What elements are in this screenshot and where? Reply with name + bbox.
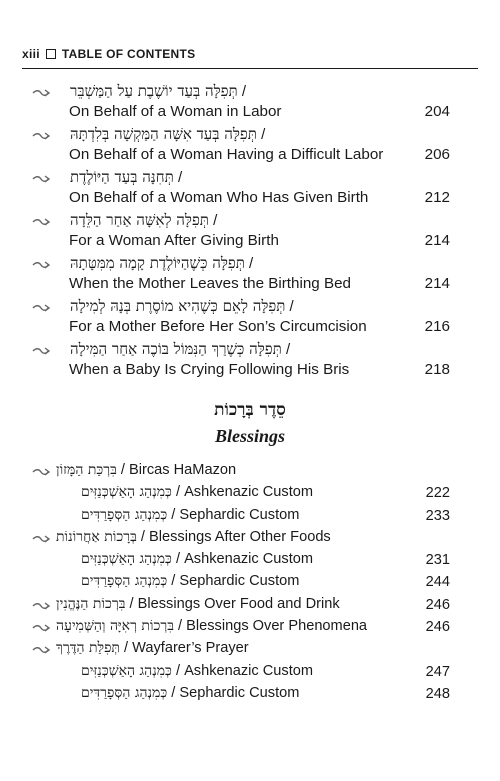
slash-separator: / <box>285 298 294 315</box>
entry-page-number: 246 <box>425 596 450 613</box>
entry-english-title: Wayfarer’s Prayer <box>132 640 249 657</box>
slash-separator: / <box>237 83 247 100</box>
slash-separator: / <box>281 341 291 358</box>
entry-page-number: 218 <box>424 361 450 378</box>
decorative-arrow-icon <box>32 173 52 185</box>
running-header <box>22 47 478 61</box>
entry-hebrew-title: כְּמִנְהַג הָאַשְׁכְּנַזִּים <box>81 551 172 568</box>
entry-page-number: 231 <box>425 552 450 569</box>
slash-separator: / <box>116 462 130 478</box>
entry-english-title: When a Baby Is Crying Following His Bris <box>69 361 350 378</box>
entry-page-number: 206 <box>424 146 450 163</box>
decorative-arrow-icon <box>32 600 52 612</box>
square-separator-icon <box>46 49 56 59</box>
toc-entry[interactable] <box>32 462 450 484</box>
toc-entry[interactable] <box>32 529 450 551</box>
slash-separator: / <box>171 484 185 501</box>
entry-english-title: On Behalf of a Woman Who Has Given Birth <box>69 189 369 206</box>
decorative-arrow-icon <box>32 87 52 99</box>
slash-separator: / <box>136 528 150 545</box>
slash-separator: / <box>208 212 218 229</box>
decorative-arrow-icon <box>32 644 52 656</box>
toc-entry[interactable] <box>32 170 450 213</box>
entry-english-title: When the Mother Leaves the Birthing Bed <box>69 275 351 292</box>
entry-english-title: For a Mother Before Her Son’s Circumcision <box>69 318 367 335</box>
entry-page-number: 204 <box>424 103 450 120</box>
entry-hebrew-title: כְּמִנְהַג הַסְּפָרַדִּים <box>81 684 168 701</box>
page-number: xiii <box>22 47 40 61</box>
entry-page-number: 233 <box>425 507 450 524</box>
entry-page-number: 222 <box>425 485 450 502</box>
entry-hebrew-title: כְּמִנְהַג הַסְּפָרַדִּים <box>81 506 168 523</box>
decorative-arrow-icon <box>32 259 52 271</box>
entry-english-title: Ashkenazic Custom <box>184 662 314 679</box>
entry-english-title: Sephardic Custom <box>179 684 300 701</box>
entry-hebrew-title: בְּרָכוֹת אַחֲרוֹנוֹת <box>56 528 137 545</box>
entry-english-title: Ashkenazic Custom <box>184 484 314 501</box>
decorative-arrow-icon <box>32 345 52 357</box>
entry-hebrew-title: כְּמִנְהַג הָאַשְׁכְּנַזִּים <box>81 662 172 679</box>
entry-page-number: 246 <box>425 619 450 636</box>
decorative-arrow-icon <box>32 130 52 142</box>
toc-subentry[interactable] <box>32 484 450 506</box>
slash-separator: / <box>256 126 266 143</box>
slash-separator: / <box>173 618 187 635</box>
entry-english-title: Sephardic Custom <box>179 506 300 523</box>
entry-hebrew-title: בִּרְכוֹת הַנֶּהֱנִין <box>56 595 126 612</box>
toc-entry[interactable] <box>32 256 450 299</box>
entry-english-title: Ashkenazic Custom <box>184 551 314 568</box>
decorative-arrow-icon <box>32 216 52 228</box>
header-rule <box>22 68 478 69</box>
entry-english-title: Blessings Over Food and Drink <box>137 595 340 612</box>
entry-english-title: On Behalf of a Woman in Labor <box>69 103 282 120</box>
toc-entry[interactable] <box>32 618 450 640</box>
entry-english-title: On Behalf of a Woman Having a Difficult Labor <box>69 146 384 163</box>
entry-english-title: Blessings Over Phenomena <box>186 618 368 635</box>
entry-hebrew-title: תְּחִנָּה בְּעַד הַיּוֹלֶדֶת <box>70 168 174 186</box>
toc-entry[interactable] <box>32 299 450 342</box>
toc-entry[interactable] <box>32 640 450 662</box>
section-hebrew-title: סֵדֶר בְּרָכוֹת <box>214 400 286 420</box>
entry-hebrew-title: תְּפִלָּה כְּשֶׁרַךְ הַנִּמּוֹל בּוֹכֶה אַחַר הַמִּילָה <box>70 340 282 358</box>
entry-hebrew-title: תְּפִלָּה לָאֵם כְּשֶׁהִיא מוֹסֶרֶת בְּנָהּ לְמִילָה <box>70 297 286 315</box>
entry-english-title: Bircas HaMazon <box>129 462 237 478</box>
entry-page-number: 216 <box>424 318 450 335</box>
toc-subentry[interactable] <box>32 507 450 529</box>
prayers-list <box>32 84 450 385</box>
slash-separator: / <box>167 573 180 590</box>
entry-hebrew-title: בִּרְכוֹת רְאִיָּה וְהַשְּׁמִיעָה <box>56 618 174 635</box>
toc-subentry[interactable] <box>32 573 450 595</box>
entry-page-number: 214 <box>424 232 450 249</box>
entry-page-number: 244 <box>425 574 450 591</box>
entry-page-number: 247 <box>425 663 450 680</box>
entry-page-number: 248 <box>425 685 450 702</box>
slash-separator: / <box>167 684 180 701</box>
entry-hebrew-title: בִּרְכַּת הַמָּזוֹן <box>56 462 117 478</box>
blessings-list <box>32 462 450 707</box>
toc-subentry[interactable] <box>32 685 450 707</box>
slash-separator: / <box>171 662 185 679</box>
decorative-arrow-icon <box>32 466 52 478</box>
entry-hebrew-title: כְּמִנְהַג הַסְּפָרַדִּים <box>81 573 168 590</box>
toc-subentry[interactable] <box>32 551 450 573</box>
entry-hebrew-title: תְּפִלָּה בְּעַד אִשָּׁה הַמַּקְשָׁה בְּלִדְתָּהּ <box>70 125 257 143</box>
decorative-arrow-icon <box>32 533 52 545</box>
toc-entry[interactable] <box>32 596 450 618</box>
toc-entry[interactable] <box>32 127 450 170</box>
slash-separator: / <box>167 506 180 523</box>
entry-english-title: For a Woman After Giving Birth <box>69 232 279 249</box>
entry-english-title: Blessings After Other Foods <box>149 528 331 545</box>
toc-entry[interactable] <box>32 342 450 385</box>
toc-entry[interactable] <box>32 213 450 256</box>
decorative-arrow-icon <box>32 622 52 634</box>
entry-hebrew-title: כְּמִנְהַג הָאַשְׁכְּנַזִּים <box>81 484 172 501</box>
slash-separator: / <box>173 169 183 186</box>
slash-separator: / <box>119 640 133 657</box>
entry-hebrew-title: תְּפִלָּה בְּעַד יוֹשֶׁבֶת עַל הַמַּשְׁבֵּר <box>70 82 238 100</box>
toc-subentry[interactable] <box>32 663 450 685</box>
entry-hebrew-title: תְּפִלַּת הַדֶּרֶךְ <box>56 640 120 657</box>
toc-entry[interactable] <box>32 84 450 127</box>
entry-hebrew-title: תְּפִלָּה כְּשֶׁהַיּוֹלֶדֶת קָמָה מִמִּטָּתָהּ <box>70 254 245 272</box>
entry-english-title: Sephardic Custom <box>179 573 300 590</box>
section-english-title: Blessings <box>214 426 286 446</box>
entry-page-number: 214 <box>424 275 450 292</box>
entry-hebrew-title: תְּפִלָּה לְאִשָּׁה אַחַר הַלֵּדָה <box>70 211 209 229</box>
decorative-arrow-icon <box>32 302 52 314</box>
slash-separator: / <box>244 255 254 272</box>
slash-separator: / <box>125 595 138 612</box>
header-title: TABLE OF CONTENTS <box>61 47 196 61</box>
entry-page-number: 212 <box>424 189 450 206</box>
slash-separator: / <box>171 551 185 568</box>
